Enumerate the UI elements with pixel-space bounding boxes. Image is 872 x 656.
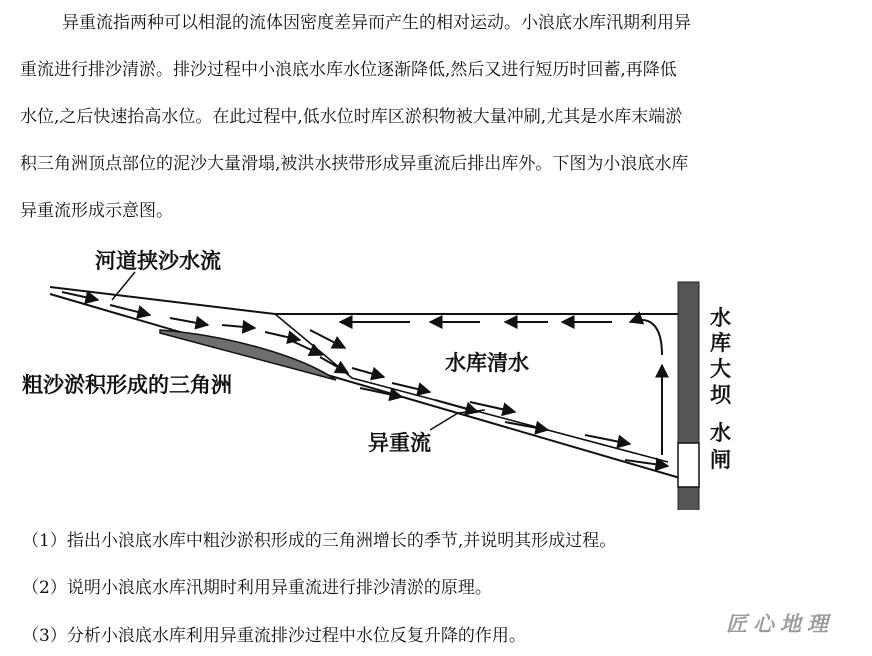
intro-line: 异重流形成示意图。 bbox=[20, 201, 173, 221]
watermark: 匠心地理 bbox=[726, 612, 834, 636]
delta-label: 粗沙淤积形成的三角洲 bbox=[22, 373, 232, 397]
intro-line: 重流进行排沙清淤。排沙过程中小浪底水库水位逐渐降低,然后又进行短历时回蓄,再降低 bbox=[20, 60, 677, 80]
river-flow-label: 河道挟沙水流 bbox=[95, 249, 221, 273]
flow-arrow bbox=[290, 340, 322, 355]
question-1: （1）指出小浪底水库中粗沙淤积形成的三角洲增长的季节,并说明其形成过程。 bbox=[22, 531, 617, 551]
flow-arrow bbox=[265, 332, 300, 340]
flow-arrow bbox=[352, 368, 384, 377]
intro-paragraph bbox=[20, 0, 852, 235]
flow-arrow bbox=[170, 318, 208, 325]
density-current-diagram bbox=[0, 230, 872, 510]
channel-top-line bbox=[50, 287, 275, 314]
density-current-label: 异重流 bbox=[368, 431, 431, 455]
flow-arrow bbox=[222, 325, 255, 328]
question-3: （3）分析小浪底水库利用异重流排沙过程中水位反复升降的作用。 bbox=[22, 626, 526, 646]
flow-arrow bbox=[585, 435, 630, 444]
dam-label-char: 水 bbox=[710, 306, 731, 330]
intro-line: 水位,之后快速抬高水位。在此过程中,低水位时库区淤积物被大量冲刷,尤其是水库末端淤 bbox=[20, 107, 683, 127]
question-2: （2）说明小浪底水库汛期时利用异重流进行排沙清淤的原理。 bbox=[22, 578, 492, 598]
dam-label-char: 坝 bbox=[710, 383, 731, 407]
gate-label-char: 水 bbox=[710, 421, 731, 445]
sluice-gate bbox=[678, 443, 699, 487]
flow-arrow bbox=[310, 330, 345, 348]
flow-arrow bbox=[630, 320, 662, 355]
dam-label-char: 大 bbox=[710, 357, 731, 381]
dam-label-char: 库 bbox=[710, 331, 731, 355]
intro-line: 积三角洲顶点部位的泥沙大量滑塌,被洪水挟带形成异重流后排出库外。下图为小浪底水库 bbox=[20, 154, 689, 174]
clear-water-label: 水库清水 bbox=[445, 351, 529, 375]
gate-label-char: 闸 bbox=[710, 448, 731, 472]
flow-arrow bbox=[320, 357, 348, 373]
intro-line: 异重流指两种可以相混的流体因密度差异而产生的相对运动。小浪底水库汛期利用异 bbox=[62, 13, 691, 33]
density-label-leader bbox=[430, 410, 485, 430]
